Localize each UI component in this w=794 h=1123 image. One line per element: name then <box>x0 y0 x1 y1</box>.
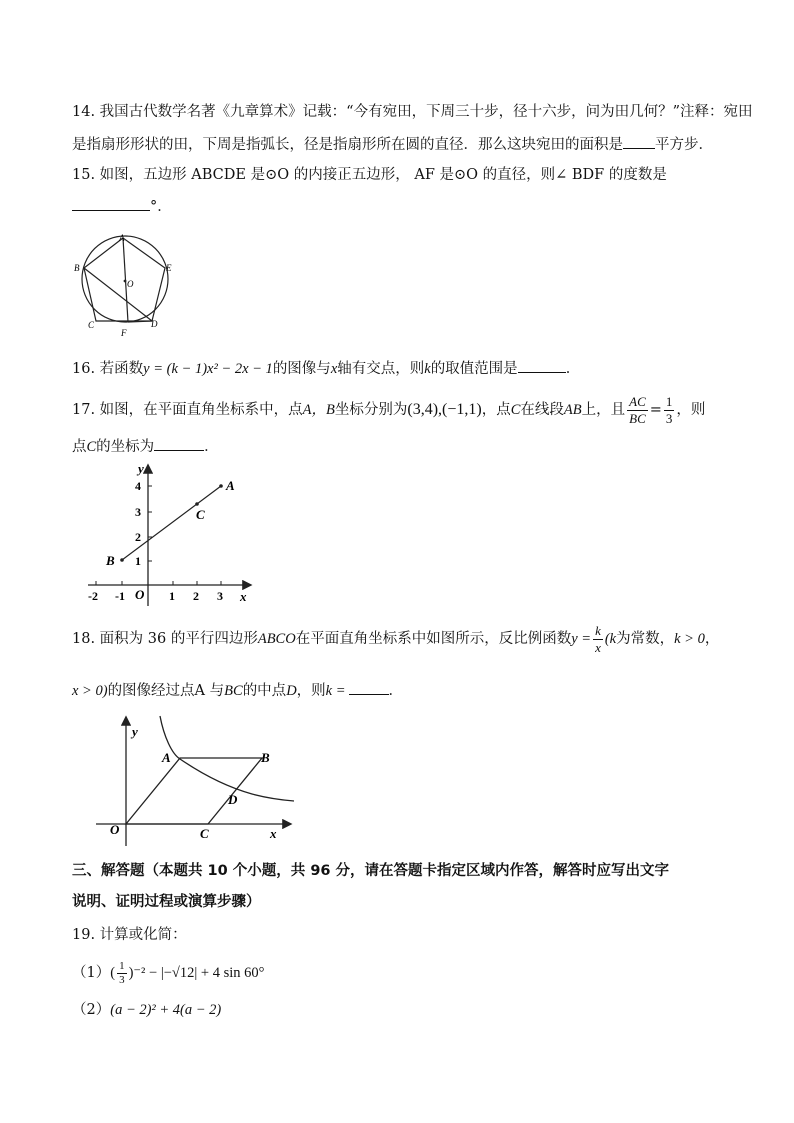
frac-den: BC <box>629 410 646 426</box>
x-tick: 1 <box>169 589 175 603</box>
q17-text3: ，点 <box>481 402 511 418</box>
x-tick: 3 <box>217 589 223 603</box>
origin-label: O <box>135 587 145 602</box>
q18-text5: 的中点 <box>242 683 287 699</box>
q17-text7: 点 <box>72 439 87 455</box>
label-d: D <box>151 319 158 329</box>
q16-text3: 轴有交点，则 <box>337 361 425 377</box>
segment-ab: AB <box>563 402 582 418</box>
q17-points: A，B <box>302 402 335 418</box>
q18-cond: k > 0 <box>674 631 705 647</box>
var-c: C <box>86 439 97 455</box>
y-equals: y = <box>571 631 592 647</box>
label-f: F <box>121 328 127 338</box>
label-b: B <box>106 553 115 568</box>
y-tick: 2 <box>135 530 141 544</box>
label-c: C <box>88 320 95 330</box>
y-tick: 3 <box>135 505 141 519</box>
label-d: D <box>228 792 238 807</box>
q17-end: ． <box>204 439 219 455</box>
q16-text4: 的取值范围是 <box>430 361 518 377</box>
shape-abco: ABCO <box>257 631 296 647</box>
k-over-x <box>593 623 603 656</box>
q14-line2 <box>72 134 713 155</box>
ratio-fraction <box>627 394 648 427</box>
part-label: （1） <box>72 965 111 981</box>
frac-num: 1 <box>119 959 125 972</box>
k-equals: k = <box>325 683 346 699</box>
q18-end: ． <box>388 683 404 699</box>
q18-text4: 的图像经过点A 与 <box>107 683 225 699</box>
q14-text: 是指扇形形状的田，下周是指弧长，径是指扇形所在圆的直径．那么这块宛田的面积是 <box>72 137 623 153</box>
q18-text3: 为常数， <box>616 631 675 647</box>
x-tick: 2 <box>193 589 199 603</box>
label-c: C <box>196 507 205 522</box>
frac-num: 1 <box>665 393 673 409</box>
answer-blank[interactable] <box>154 436 204 451</box>
answer-blank[interactable] <box>518 358 566 373</box>
q16-formula: y = (k − 1)x² − 2x − 1 <box>143 361 273 377</box>
q18-cond2: x > 0) <box>72 683 108 699</box>
point-b <box>120 558 124 562</box>
segment-ab <box>122 486 221 560</box>
var-d: D <box>286 683 297 699</box>
q14-unit: 平方步． <box>655 137 713 153</box>
y-label: y <box>132 724 138 739</box>
pentagon-abcde <box>84 238 165 321</box>
frac-num: k <box>595 622 601 638</box>
q18-comma: ， <box>704 631 720 647</box>
y-label: y <box>138 461 144 476</box>
var-k: k <box>424 361 431 377</box>
q18-paren: (k <box>604 631 617 647</box>
frac-den: 3 <box>119 973 125 986</box>
point-c <box>195 502 199 506</box>
q18-line1 <box>72 622 719 656</box>
q19-expr1: )⁻² − |−√12| + 4 sin 60° <box>128 965 265 981</box>
var-c: C <box>510 402 521 418</box>
q17-coords: (3,4),(−1,1) <box>407 401 482 418</box>
q18-hyperbola-graph <box>92 712 302 852</box>
part-label: （2） <box>72 1002 111 1018</box>
q15-line1: 15. 如图，五边形 ABCDE 是⊙O 的内接正五边形， AF 是⊙O 的直径，则∠ BDF 的度数是 <box>72 167 667 183</box>
q17-text8: 的坐标为 <box>96 439 155 455</box>
q17-line2 <box>72 436 219 457</box>
label-a: A <box>162 750 171 765</box>
q14-line1: 14. 我国古代数学名著《九章算术》记载：“今有宛田，下周三十步，径十六步，问为田几何？”注释：宛田 <box>72 104 753 120</box>
q16-text2: 的图像与 <box>272 361 331 377</box>
x-tick: -1 <box>115 589 125 603</box>
equals: = <box>649 402 662 418</box>
q17-text6: ，则 <box>676 402 706 418</box>
q18-text: 18. 面积为 36 的平行四边形 <box>72 631 258 647</box>
paren-open: ( <box>110 965 116 981</box>
value-fraction <box>664 394 675 427</box>
label-o: O <box>127 279 134 289</box>
frac-den: x <box>595 639 601 655</box>
q17-text2: 坐标分别为 <box>334 402 408 418</box>
segment-bc: BC <box>224 683 243 699</box>
pentagon-circle-figure <box>72 230 182 342</box>
label-b: B <box>74 263 80 273</box>
label-a: A <box>226 478 235 493</box>
answer-blank[interactable] <box>72 196 150 211</box>
q17-text: 17. 如图，在平面直角坐标系中，点 <box>72 402 303 418</box>
q18-line2 <box>72 680 403 701</box>
answer-blank[interactable] <box>349 680 389 695</box>
q19-part1 <box>72 958 264 988</box>
var-x: x <box>330 361 338 377</box>
label-b: B <box>261 750 270 765</box>
label-o: O <box>110 822 120 837</box>
frac-den: 3 <box>665 410 673 426</box>
label-e: E <box>166 263 172 273</box>
q19-expr2: (a − 2)² + 4(a − 2) <box>110 1002 222 1018</box>
q17-text4: 在线段 <box>520 402 564 418</box>
q17-coordinate-graph <box>82 460 262 610</box>
x-tick: -2 <box>88 589 98 603</box>
q17-line1 <box>72 393 705 427</box>
point-a <box>219 484 223 488</box>
label-c: C <box>200 826 209 841</box>
section-heading-cont: 说明、证明过程或演算步骤） <box>72 894 261 910</box>
q16-line <box>72 358 580 379</box>
q19-title: 19. 计算或化简： <box>72 927 187 943</box>
q17-text5: 上，且 <box>581 402 626 418</box>
x-label: x <box>240 589 247 604</box>
center-point <box>124 280 127 283</box>
label-a: A <box>119 233 125 243</box>
q18-text6: ，则 <box>296 683 326 699</box>
x-label: x <box>270 826 277 841</box>
degree-mark: °． <box>150 199 172 215</box>
q18-text2: 在平面直角坐标系中如图所示，反比例函数 <box>295 631 572 647</box>
q15-line2 <box>72 196 172 217</box>
one-third-fraction <box>117 960 127 987</box>
section-heading: 三、解答题（本题共 10 个小题，共 96 分，请在答题卡指定区域内作答，解答时应写出文字 <box>72 863 670 879</box>
q16-end: ． <box>565 361 581 377</box>
y-tick: 4 <box>135 479 141 493</box>
frac-num: AC <box>629 393 646 409</box>
q16-text: 16. 若函数 <box>72 361 144 377</box>
answer-blank[interactable] <box>623 134 655 149</box>
q19-part2 <box>72 1000 221 1020</box>
y-tick: 1 <box>135 554 141 568</box>
